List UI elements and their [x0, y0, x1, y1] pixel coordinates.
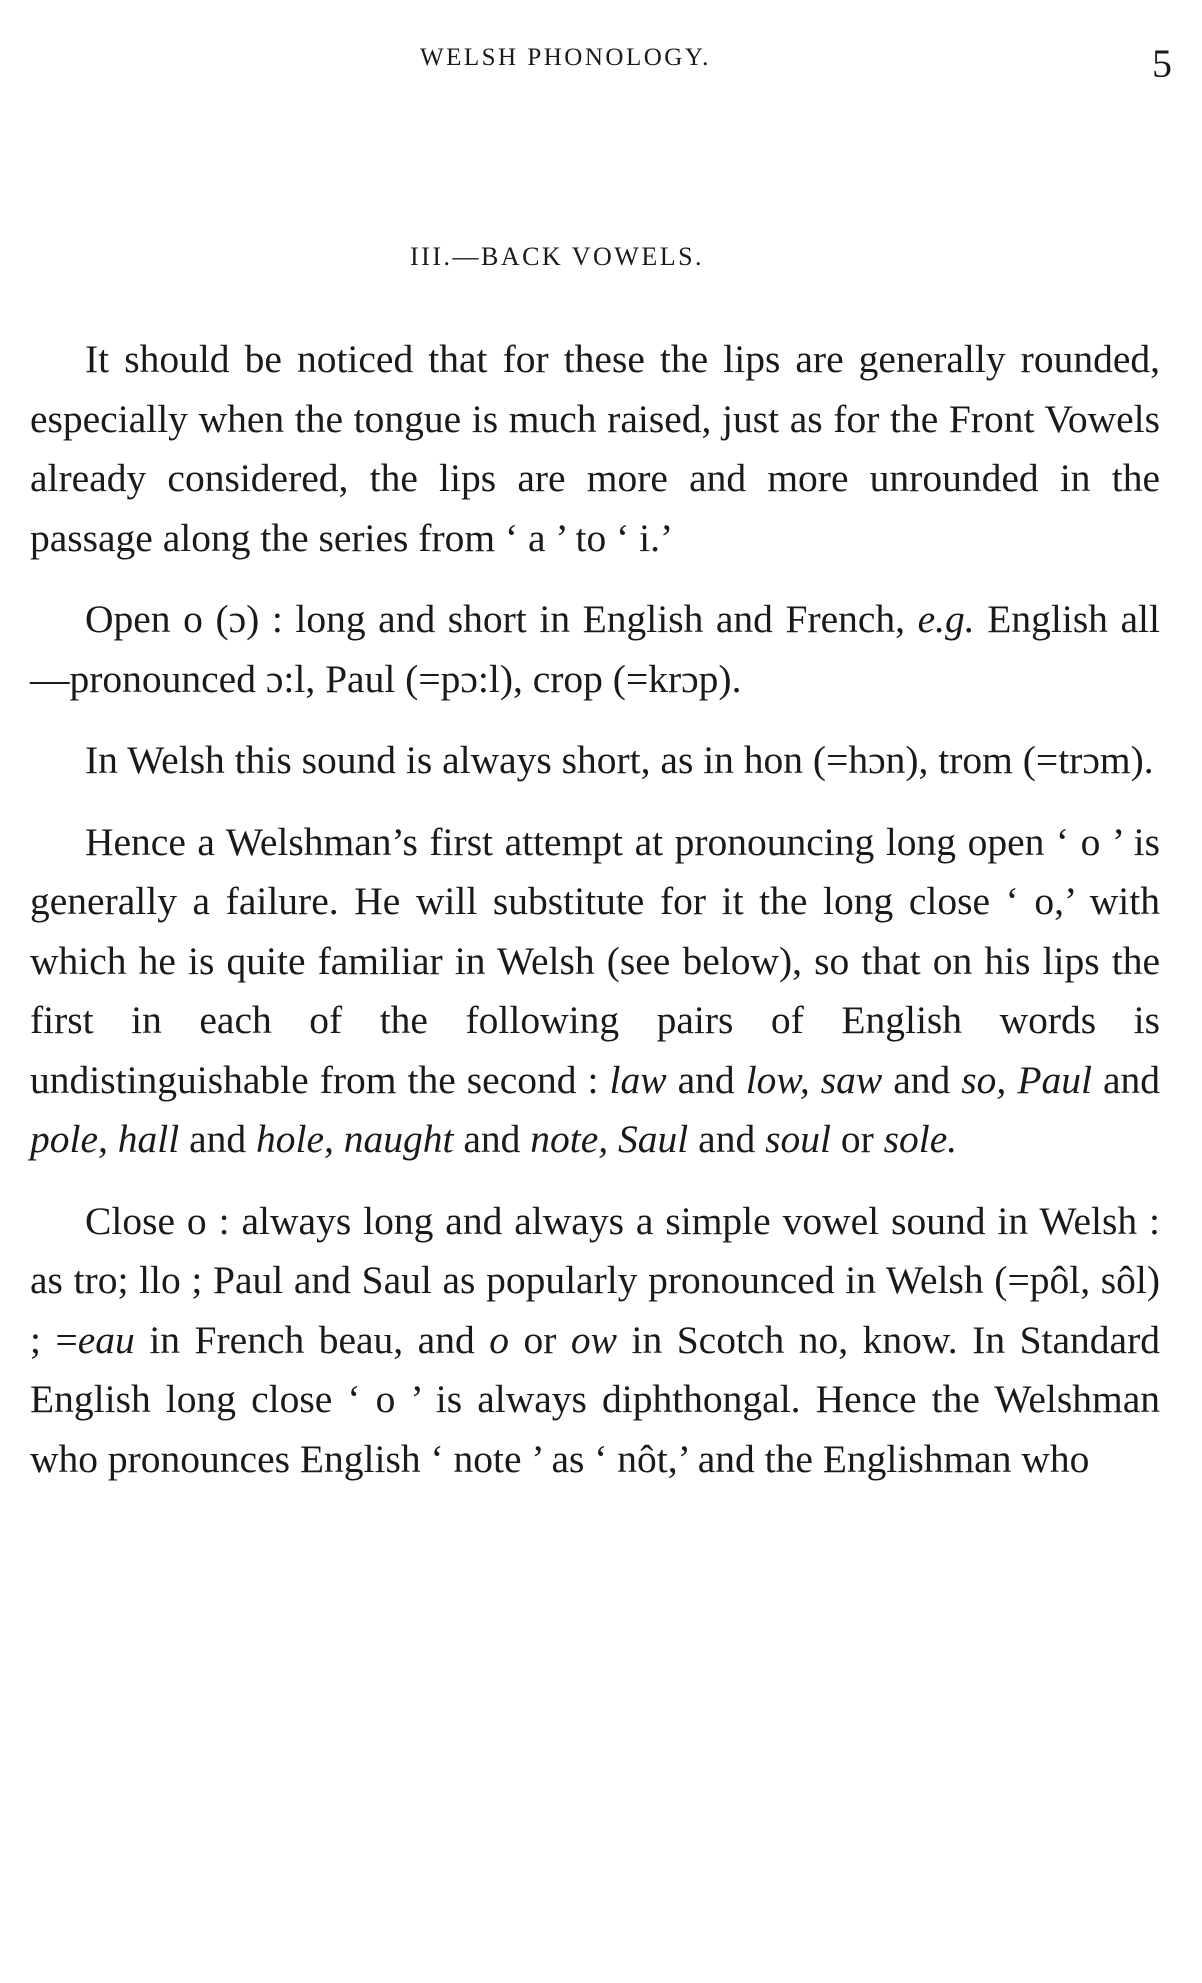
italic-span: law: [609, 1057, 667, 1102]
body-text: [30, 330, 1160, 1489]
paragraph-welshman-attempt: [30, 813, 1160, 1170]
paragraph-close-o: [30, 1192, 1160, 1490]
paragraph-welsh-short: In Welsh this sound is always short, as in hon (=hɔn), trom (=trɔm).: [85, 738, 1154, 782]
text-span: Open o (ɔ) : long and short in English and French,: [85, 597, 918, 641]
text-span: in French beau, and: [134, 1317, 490, 1362]
text-span: and: [688, 1117, 766, 1161]
paragraph-lip-rounding: It should be noticed that for these the lips are generally rounded, especially when the tongue is much raised, just as for the Front Vowels already considered, the lips are more and more unrounded in the passage along the series from ‘ a ’ to ‘ i.’: [30, 337, 1160, 560]
section-heading: III.—BACK VOWELS.: [410, 242, 705, 271]
text-span: or: [830, 1117, 884, 1161]
text-span: and: [179, 1117, 257, 1161]
italic-span: so, Paul: [961, 1057, 1092, 1102]
running-title: WELSH PHONOLOGY.: [420, 44, 711, 71]
italic-span: pole, hall: [30, 1117, 180, 1161]
italic-span: soul: [765, 1117, 831, 1161]
text-span: English all—pronounced ɔ:l, Paul (=pɔ:l), crop (=krɔp).: [30, 597, 1160, 701]
italic-span: low, saw: [745, 1057, 883, 1102]
italic-span: sole.: [883, 1117, 958, 1161]
italic-span: note, Saul: [530, 1117, 689, 1161]
italic-span: hole, naught: [256, 1117, 454, 1161]
italic-span: e.g.: [917, 597, 975, 641]
text-span: and: [1091, 1057, 1160, 1102]
running-head: [0, 41, 1202, 86]
text-span: and: [453, 1117, 531, 1161]
text-span: and: [882, 1057, 962, 1102]
text-span: and: [666, 1057, 746, 1102]
page-number: 5: [1152, 41, 1172, 86]
text-span: Close o : always long and always a simple vowel sound in Welsh : as tro; llo ; Paul and Saul as popularly pronounced in Welsh (=pôl, sôl) ; =: [30, 1198, 1160, 1362]
text-span: or: [508, 1317, 571, 1362]
paragraph-open-o: [30, 590, 1160, 709]
italic-span: o: [489, 1317, 509, 1362]
text-span: Hence a Welshman’s first attempt at pronouncing long open ‘ o ’ is generally a failure. He will substitute for it the long close ‘ o,’ with which he is quite familiar in Welsh (see below), so that on his lips the first in each of the following pairs of English words is undistinguishable from the second :: [30, 819, 1160, 1102]
italic-span: ow: [570, 1317, 617, 1362]
text-span: in Scotch no, know. In Standard English long close ‘ o ’ is always diphthongal. Hence the Welshman who pronounces English ‘ note ’ as ‘ nôt,’ and the Englishman who: [30, 1317, 1160, 1481]
italic-span: eau: [77, 1317, 135, 1362]
